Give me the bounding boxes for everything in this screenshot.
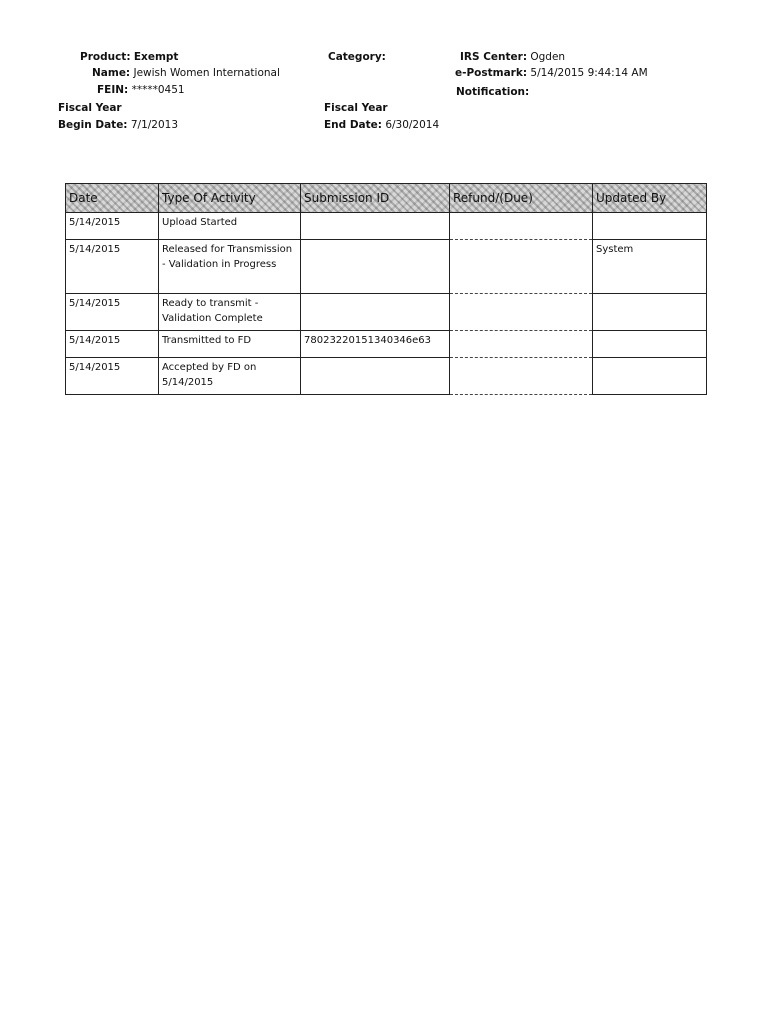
notification-field [456,84,529,100]
cell-updated-by [593,358,707,395]
cell-date: 5/14/2015 [66,358,159,395]
cell-updated-by [593,294,707,331]
end-date-label: End Date: [324,119,382,131]
table-row [66,358,707,395]
cell-activity: Ready to transmit - Validation Complete [159,294,301,331]
product-field [80,49,178,65]
activity-table [65,183,707,395]
cell-submission-id [301,294,450,331]
table-row [66,331,707,358]
fiscal-year-begin-heading [58,100,122,116]
cell-date: 5/14/2015 [66,331,159,358]
cell-activity: Transmitted to FD [159,331,301,358]
product-value: Exempt [133,51,179,63]
cell-activity: Accepted by FD on 5/14/2015 [159,358,301,395]
name-label: Name: [92,67,131,79]
cell-date: 5/14/2015 [66,213,159,240]
category-label: Category: [328,51,386,63]
column-header-updated-by: Updated By [593,184,707,213]
cell-submission-id [301,213,450,240]
end-date-value: 6/30/2014 [385,119,440,131]
cell-submission-id: 78023220151340346e63 [301,331,450,358]
category-field [328,49,386,65]
end-date-field [324,117,439,133]
cell-refund [450,358,593,395]
column-header-submission-id: Submission ID [301,184,450,213]
fein-label: FEIN: [97,84,129,96]
cell-refund [450,240,593,294]
cell-updated-by [593,213,707,240]
begin-date-label: Begin Date: [58,119,128,131]
cell-activity: Released for Transmission - Validation in Progress [159,240,301,294]
table-row [66,213,707,240]
column-header-activity: Type Of Activity [159,184,301,213]
name-field [92,65,280,81]
epostmark-value: 5/14/2015 9:44:14 AM [530,67,648,79]
irs-center-label: IRS Center: [460,51,528,63]
cell-updated-by [593,331,707,358]
fiscal-year-begin-label: Fiscal Year [58,102,122,114]
table-header-row [66,184,707,213]
cell-refund [450,213,593,240]
begin-date-field [58,117,178,133]
fiscal-year-end-label: Fiscal Year [324,102,388,114]
cell-activity: Upload Started [159,213,301,240]
column-header-date: Date [66,184,159,213]
fiscal-year-end-heading [324,100,388,116]
cell-submission-id [301,358,450,395]
name-value: Jewish Women International [133,67,280,79]
begin-date-value: 7/1/2013 [130,119,179,131]
fein-value: *****0451 [131,84,185,96]
epostmark-label: e-Postmark: [455,67,528,79]
notification-label: Notification: [456,86,530,98]
product-label: Product: [80,51,131,63]
cell-updated-by: System [593,240,707,294]
cell-submission-id [301,240,450,294]
irs-center-field [460,49,565,65]
fein-field [97,82,185,98]
cell-date: 5/14/2015 [66,240,159,294]
epostmark-field [455,65,648,81]
table-row [66,240,707,294]
cell-refund [450,294,593,331]
cell-refund [450,331,593,358]
cell-date: 5/14/2015 [66,294,159,331]
table-row [66,294,707,331]
column-header-refund: Refund/(Due) [450,184,593,213]
irs-center-value: Ogden [530,51,566,63]
